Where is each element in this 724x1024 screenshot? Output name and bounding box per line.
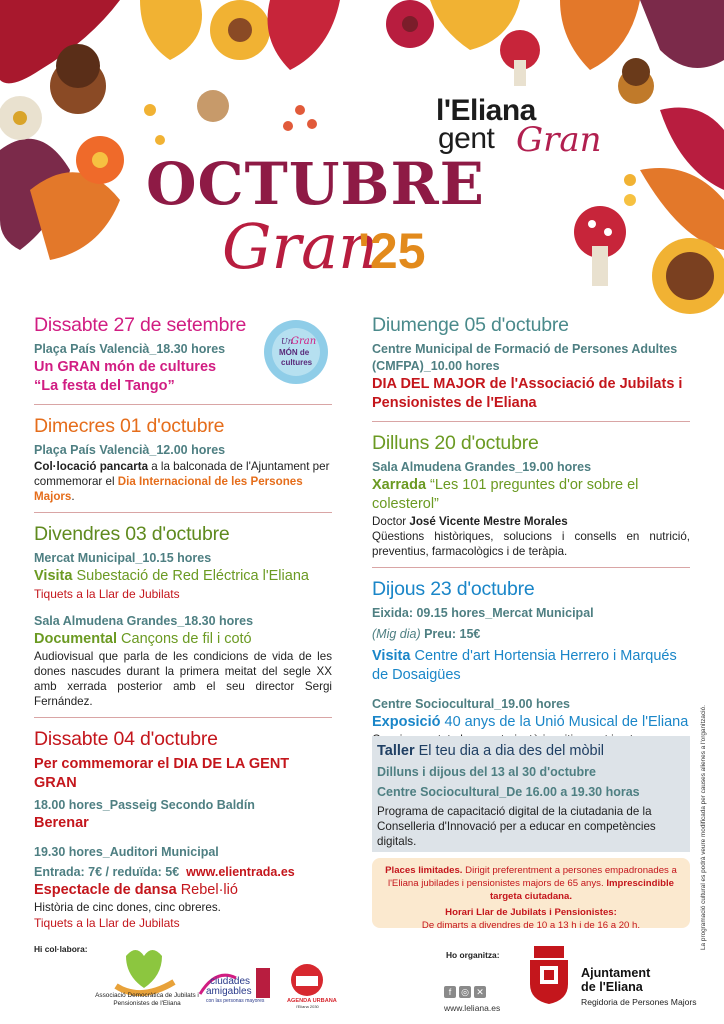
- acorn-small-shape: [197, 90, 229, 122]
- event-ticket-note: Tiquets a la Llar de Jubilats: [34, 916, 180, 930]
- event-description: Història de cinc dones, cinc obreres.: [34, 901, 221, 914]
- red-leaf-shape-2: [268, 0, 341, 70]
- sunflower-center-shape: [228, 18, 252, 42]
- collab-label: Hi col·labora:: [34, 944, 88, 954]
- event-description: Audiovisual que parla de les condicions de vida de les dones nascudes durant la primera meitat del segle XX amb xerrada posterior amb el seu director Sergi Fernández.: [34, 650, 332, 708]
- event-title: Espectacle de dansa Rebel·lió: [34, 882, 238, 898]
- svg-text:l'Eliana 2030: l'Eliana 2030: [296, 1004, 319, 1009]
- event-date: Dimecres 01 d'octubre: [34, 415, 225, 437]
- event-date: Dissabte 27 de setembre: [34, 314, 247, 336]
- purple-leaf-right-shape: [640, 0, 724, 68]
- taller-description: Programa de capacitació digital de la ciutadania de la Conselleria d'Innovació per a educar en competències digitals.: [377, 805, 656, 848]
- event-03-octubre: [34, 521, 332, 718]
- event-location-2: Sala Almudena Grandes_18.30 hores: [34, 614, 254, 628]
- event-04-octubre: [34, 726, 332, 939]
- taller-box: [372, 736, 690, 852]
- event-title: Un GRAN món de cultures: [34, 359, 217, 375]
- org-label: Ho organitza:: [446, 950, 500, 960]
- places-hours: De dimarts a divendres de 10 a 13 h i de 16 a 20 h.: [421, 920, 641, 931]
- taller-title: Taller El teu dia a dia des del mòbil: [377, 743, 605, 759]
- event-date: Dissabte 04 d'octubre: [34, 728, 218, 750]
- title-year: '25: [358, 223, 426, 279]
- svg-text:ciudades: ciudades: [210, 976, 251, 987]
- event-title-2: Exposició 40 anys de la Unió Musical de l'Eliana: [372, 714, 689, 730]
- title-main: OCTUBRE: [146, 150, 485, 218]
- svg-text:con las personas mayores: con las personas mayores: [206, 998, 265, 1004]
- event-20-octubre: [372, 430, 690, 568]
- event-price: (Mig dia) Preu: 15€: [372, 627, 481, 641]
- event-title: DIA DEL MAJOR de l'Associació de Jubilats i Pensionistes de l'Eliana: [372, 376, 683, 411]
- site-link[interactable]: www.leliana.es: [444, 1003, 501, 1013]
- flower-orange-center-shape: [92, 152, 108, 168]
- taller-when: Dilluns i dijous del 13 al 30 d'octubre: [377, 765, 596, 779]
- acorn-cap-shape: [56, 44, 100, 88]
- event-title-2: Documental Cançons de fil i cotó: [34, 631, 252, 647]
- event-item: Berenar: [34, 815, 89, 831]
- event-title: Visita Centre d'art Hortensia Herrero i Marqués de Dosaigües: [372, 648, 677, 683]
- brand-script: Gran: [516, 120, 602, 160]
- brand-line1: l'Eliana: [436, 94, 536, 127]
- event-location: 18.00 hores_Passeig Secondo Baldín: [34, 798, 255, 812]
- left-column: [34, 312, 332, 947]
- event-27-setembre: [34, 312, 332, 405]
- badge-line3: MÓN de: [279, 348, 310, 357]
- svg-text:AGENDA URBANA: AGENDA URBANA: [287, 998, 337, 1004]
- places-box: [372, 858, 690, 931]
- event-date: Dilluns 20 d'octubre: [372, 432, 539, 454]
- ciudades-amigables-logo: [196, 964, 278, 1008]
- ajuntament-crest-icon: [526, 946, 572, 1006]
- event-location-2: Centre Sociocultural_19.00 hores: [372, 697, 570, 711]
- event-01-octubre: [34, 413, 332, 513]
- places-notice: Places limitades. Dirigit preferentment a persones empadronades a l'Eliana jubilades i pensionistes majors de 65 anys. Imprescindible targeta ciutadana.: [385, 865, 677, 902]
- event-date: Dijous 23 d'octubre: [372, 578, 535, 600]
- event-date: Divendres 03 d'octubre: [34, 523, 230, 545]
- event-subtitle: “La festa del Tango”: [34, 378, 175, 394]
- orange-leaf-right-shape: [560, 0, 640, 70]
- badge-line4: cultures: [281, 358, 313, 367]
- event-title: Visita Subestació de Red Eléctrica l'Eliana: [34, 568, 309, 584]
- event-location: Plaça País Valencià_18.30 hores: [34, 342, 226, 356]
- event-title: Xarrada “Les 101 preguntes d'or sobre el colesterol”: [372, 477, 639, 512]
- event-headline: Per commemorar el DIA DE LA GENT GRAN: [34, 756, 290, 791]
- taller-location: Centre Sociocultural_De 16.00 a 19.30 horas: [377, 785, 640, 799]
- event-location-2: 19.30 hores_Auditori Municipal: [34, 845, 219, 859]
- event-speaker: Doctor José Vicente Mestre Morales: [372, 515, 568, 528]
- title-script: Gran: [222, 210, 379, 283]
- badge-line1: Un: [281, 337, 293, 346]
- event-location: Mercat Municipal_10.15 hores: [34, 551, 212, 565]
- event-location: Plaça País Valencià_12.00 hores: [34, 443, 226, 457]
- instagram-icon[interactable]: ◎: [459, 986, 471, 998]
- badge-line2: Gran: [291, 336, 317, 347]
- event-location: Eixida: 09.15 hores_Mercat Municipal: [372, 606, 594, 620]
- side-note-text: La programació cultural es podrà veure modificada per causes alienes a l'organització.: [700, 705, 707, 950]
- right-column: [372, 312, 690, 763]
- event-ticket-note: Tiquets a la Llar de Jubilats: [34, 587, 180, 601]
- flower-center-shape: [13, 111, 27, 125]
- side-note: [700, 705, 714, 950]
- ajuntament-text: Ajuntament de l'Eliana Regidoria de Persones Majors: [581, 966, 697, 1007]
- brand-line2: gent: [438, 122, 495, 155]
- event-location: Sala Almudena Grandes_19.00 hores: [372, 460, 592, 474]
- event-description: Qüestions històriques, solucions i consells en nutrició, preventius, farmacològics i de teràpia.: [372, 530, 690, 558]
- assoc-text: Associació Democràtica de Jubilats i Pensionistes de l'Eliana: [95, 992, 199, 1007]
- elientrada-link[interactable]: www.elientrada.es: [186, 865, 295, 879]
- event-date: Diumenge 05 d'octubre: [372, 314, 569, 336]
- event-23-octubre: [372, 576, 690, 755]
- x-icon[interactable]: ✕: [474, 986, 486, 998]
- orange-leaf-shape: [30, 172, 120, 260]
- svg-text:amigables: amigables: [206, 986, 252, 997]
- yellow-leaf-shape: [140, 0, 202, 60]
- event-05-octubre: [372, 312, 690, 422]
- event-location: Centre Municipal de Formació de Persones Adultes (CMFPA)_10.00 hores: [372, 342, 678, 373]
- agenda-urbana-logo: [286, 962, 337, 1010]
- places-hours-title: Horari Llar de Jubilats i Pensionistes:: [445, 907, 617, 918]
- event-price: Entrada: 7€ / reduïda: 5€ www.elientrada.es: [34, 865, 295, 879]
- facebook-icon[interactable]: f: [444, 986, 456, 998]
- social-links: [444, 982, 504, 1012]
- event-description: Col·locació pancarta a la balconada de l'Ajuntament per commemorar el Dia Internacional de les Persones Majors.: [34, 460, 330, 503]
